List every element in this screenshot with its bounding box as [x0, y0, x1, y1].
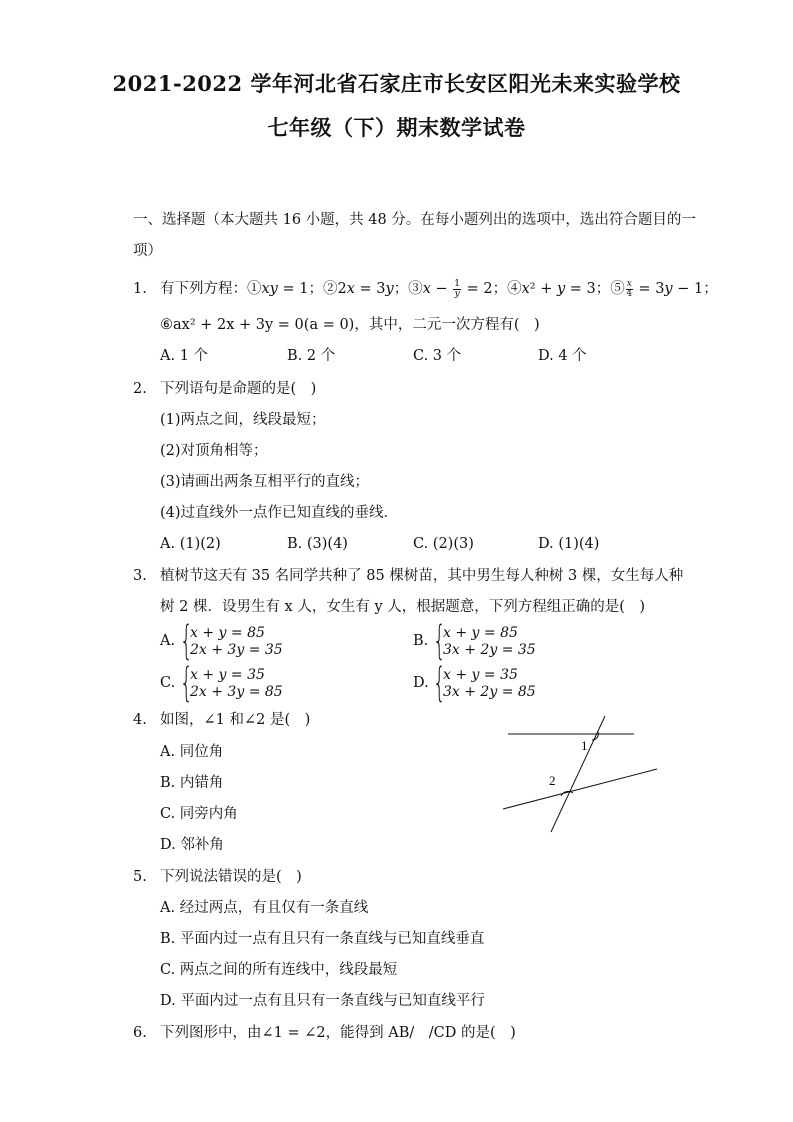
angle2-label: 2: [549, 773, 556, 788]
section-header-line2: 项）: [133, 243, 162, 259]
q6-stem: 下列图形中，由∠1 = ∠2，能得到 AB/ /CD 的是( ): [160, 1025, 516, 1041]
q2-item-4: (4)过直线外一点作已知直线的垂线．: [160, 505, 399, 521]
q1-option-d: D. 4 个: [538, 348, 587, 364]
q2-stem: 下列语句是命题的是( ): [160, 381, 317, 397]
q2-item-1: (1)两点之间，线段最短；: [160, 412, 326, 428]
q2-option-c: C. (2)(3): [413, 536, 474, 552]
q1-line2: ⑥ax² + 2x + 3y = 0(a = 0)，其中，二元一次方程有( ): [160, 317, 540, 333]
q5-option-a: A. 经过两点，有且仅有一条直线: [160, 900, 369, 916]
q1-fraction-5: $\frac{x}{4}$: [626, 278, 633, 299]
q1-option-b: B. 2 个: [287, 348, 336, 364]
figure-line-slanted: [503, 769, 657, 809]
q4-option-a: A. 同位角: [160, 744, 224, 760]
q5-number: 5.: [133, 869, 147, 885]
q4-angle-figure: [495, 710, 665, 840]
q2-option-a: A. (1)(2): [160, 536, 221, 552]
q2-item-3: (3)请画出两条互相平行的直线；: [160, 474, 370, 490]
q5-option-b: B. 平面内过一点有且只有一条直线与已知直线垂直: [160, 931, 485, 947]
figure-transversal: [551, 716, 605, 832]
q1-number: 1.: [133, 281, 147, 297]
q1-option-a: A. 1 个: [160, 348, 209, 364]
section-header-line1: 一、选择题（本大题共 16 小题，共 48 分。在每小题列出的选项中，选出符合题目的一: [133, 212, 696, 228]
q6-number: 6.: [133, 1025, 147, 1041]
q5-option-c: C. 两点之间的所有连线中，线段最短: [160, 962, 398, 978]
angle1-label: 1: [581, 738, 588, 753]
q1-line1: 有下列方程：①xy = 1；②2x = 3y；③x − $\frac{1}{y}$ = 2；④x² + y = 3；⑤ $\frac{x}{4}$ = 3y − 1；: [160, 278, 718, 299]
q2-item-2: (2)对顶角相等；: [160, 443, 268, 459]
q3-line1: 植树节这天有 35 名同学共种了 85 棵树苗，其中男生每人种树 3 棵，女生每人种: [160, 568, 684, 584]
q2-option-d: D. (1)(4): [538, 536, 600, 552]
q5-stem: 下列说法错误的是( ): [160, 869, 302, 885]
q5-option-d: D. 平面内过一点有且只有一条直线与已知直线平行: [160, 993, 485, 1009]
exam-title-line1: 2021-2022 学年河北省石家庄市长安区阳光未来实验学校: [112, 71, 681, 96]
q2-number: 2.: [133, 381, 147, 397]
q1-option-c: C. 3 个: [413, 348, 462, 364]
exam-title-line2: 七年级（下）期末数学试卷: [267, 115, 526, 140]
q4-option-c: C. 同旁内角: [160, 806, 238, 822]
q3-line2: 树 2 棵．设男生有 x 人，女生有 y 人，根据题意，下列方程组正确的是( ): [160, 599, 646, 615]
q3-number: 3.: [133, 568, 147, 584]
q4-option-d: D. 邻补角: [160, 837, 224, 853]
q2-option-b: B. (3)(4): [287, 536, 348, 552]
q4-option-b: B. 内错角: [160, 775, 224, 791]
q4-stem: 如图，∠1 和∠2 是( ): [160, 712, 311, 728]
q1-fraction-3: $\frac{1}{y}$: [454, 278, 460, 299]
q4-number: 4.: [133, 712, 147, 728]
